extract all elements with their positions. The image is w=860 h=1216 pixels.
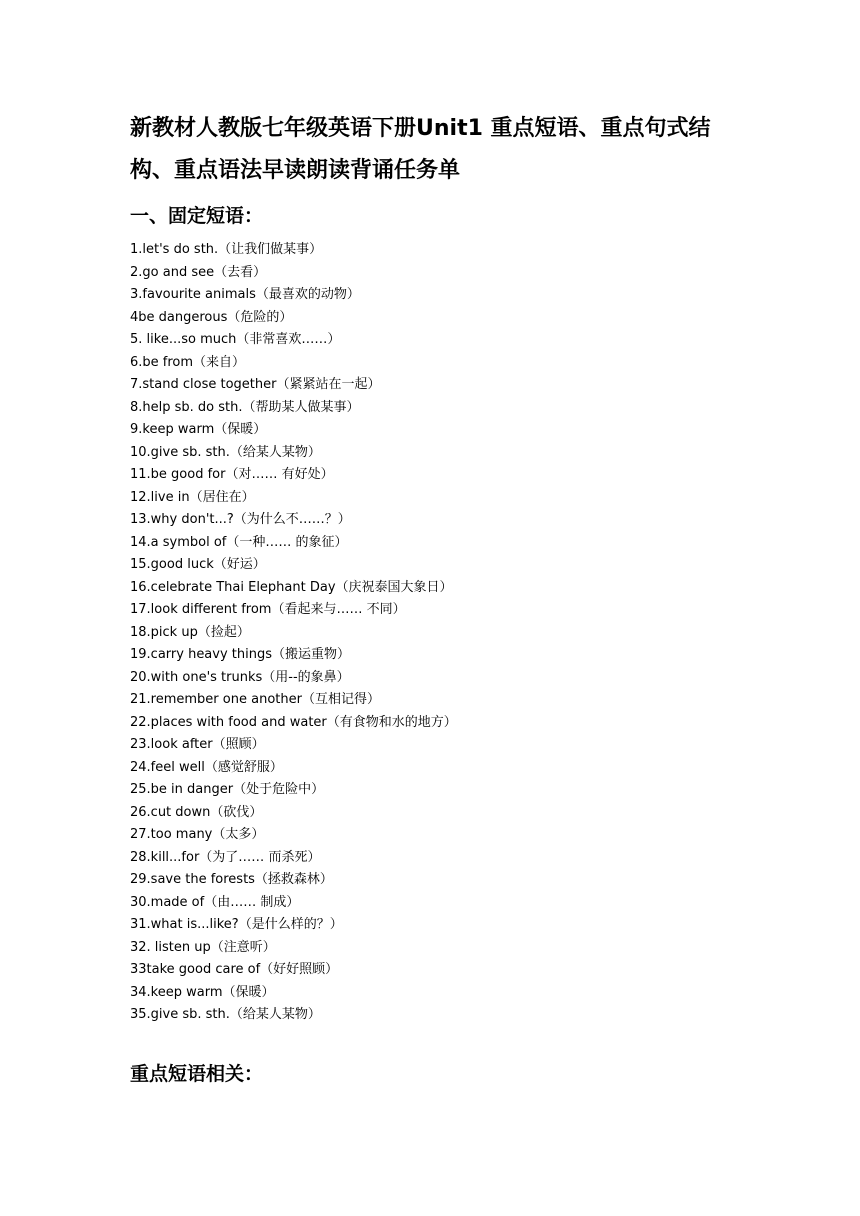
phrase-item: 20.with one's trunks（用--的象鼻） bbox=[130, 669, 350, 685]
phrase-item: 2.go and see（去看） bbox=[130, 264, 267, 280]
phrase-item: 29.save the forests（拯救森林） bbox=[130, 872, 333, 887]
phrase-item: 33take good care of（好好照顾） bbox=[130, 962, 339, 977]
phrase-item: 6.be from（来自） bbox=[130, 354, 246, 370]
document-title: 新教材人教版七年级英语下册Unit1 重点短语、重点句式结构、重点语法早读朗读背诵任务单 bbox=[130, 116, 711, 183]
phrase-item: 19.carry heavy things（搬运重物） bbox=[130, 647, 351, 662]
phrase-item: 34.keep warm（保暖） bbox=[130, 984, 275, 1000]
phrase-item: 31.what is...like?（是什么样的？） bbox=[130, 917, 343, 932]
phrase-item: 7.stand close together（紧紧站在一起） bbox=[130, 377, 381, 392]
phrase-item: 3.favourite animals（最喜欢的动物） bbox=[130, 287, 360, 302]
phrase-item: 24.feel well（感觉舒服） bbox=[130, 759, 283, 775]
phrase-item: 4be dangerous（危险的） bbox=[130, 309, 293, 325]
phrase-list bbox=[130, 239, 457, 1027]
phrase-item: 16.celebrate Thai Elephant Day（庆祝泰国大象日） bbox=[130, 579, 453, 595]
phrase-item: 12.live in（居住在） bbox=[130, 489, 255, 505]
phrase-item: 30.made of（由…… 制成） bbox=[130, 894, 300, 910]
phrase-item: 8.help sb. do sth.（帮助某人做某事） bbox=[130, 399, 360, 415]
section-heading-related: 重点短语相关： bbox=[130, 1063, 264, 1085]
phrase-item: 10.give sb. sth.（给某人某物） bbox=[130, 444, 321, 460]
phrase-item: 26.cut down（砍伐） bbox=[130, 804, 263, 820]
phrase-item: 21.remember one another（互相记得） bbox=[130, 692, 380, 707]
phrase-item: 23.look after（照顾） bbox=[130, 737, 265, 752]
phrase-item: 28.kill...for（为了…… 而杀死） bbox=[130, 849, 321, 865]
phrase-item: 14.a symbol of（一种…… 的象征） bbox=[130, 534, 348, 550]
section-heading-fixed-phrases: 一、固定短语： bbox=[130, 205, 264, 227]
phrase-item: 17.look different from（看起来与…… 不同） bbox=[130, 602, 406, 617]
phrase-item: 35.give sb. sth.（给某人某物） bbox=[130, 1007, 321, 1022]
phrase-item: 9.keep warm（保暖） bbox=[130, 422, 267, 437]
phrase-item: 1.let's do sth.（让我们做某事） bbox=[130, 242, 323, 257]
phrase-item: 32. listen up（注意听） bbox=[130, 939, 276, 955]
phrase-item: 15.good luck（好运） bbox=[130, 557, 266, 572]
phrase-item: 5. like...so much（非常喜欢……） bbox=[130, 332, 341, 347]
phrase-item: 22.places with food and water（有食物和水的地方） bbox=[130, 714, 457, 730]
phrase-item: 11.be good for（对…… 有好处） bbox=[130, 467, 334, 482]
phrase-item: 18.pick up（捡起） bbox=[130, 624, 250, 640]
phrase-item: 27.too many（太多） bbox=[130, 827, 265, 842]
phrase-item: 25.be in danger（处于危险中） bbox=[130, 782, 325, 797]
phrase-item: 13.why don't...?（为什么不……？） bbox=[130, 512, 351, 527]
